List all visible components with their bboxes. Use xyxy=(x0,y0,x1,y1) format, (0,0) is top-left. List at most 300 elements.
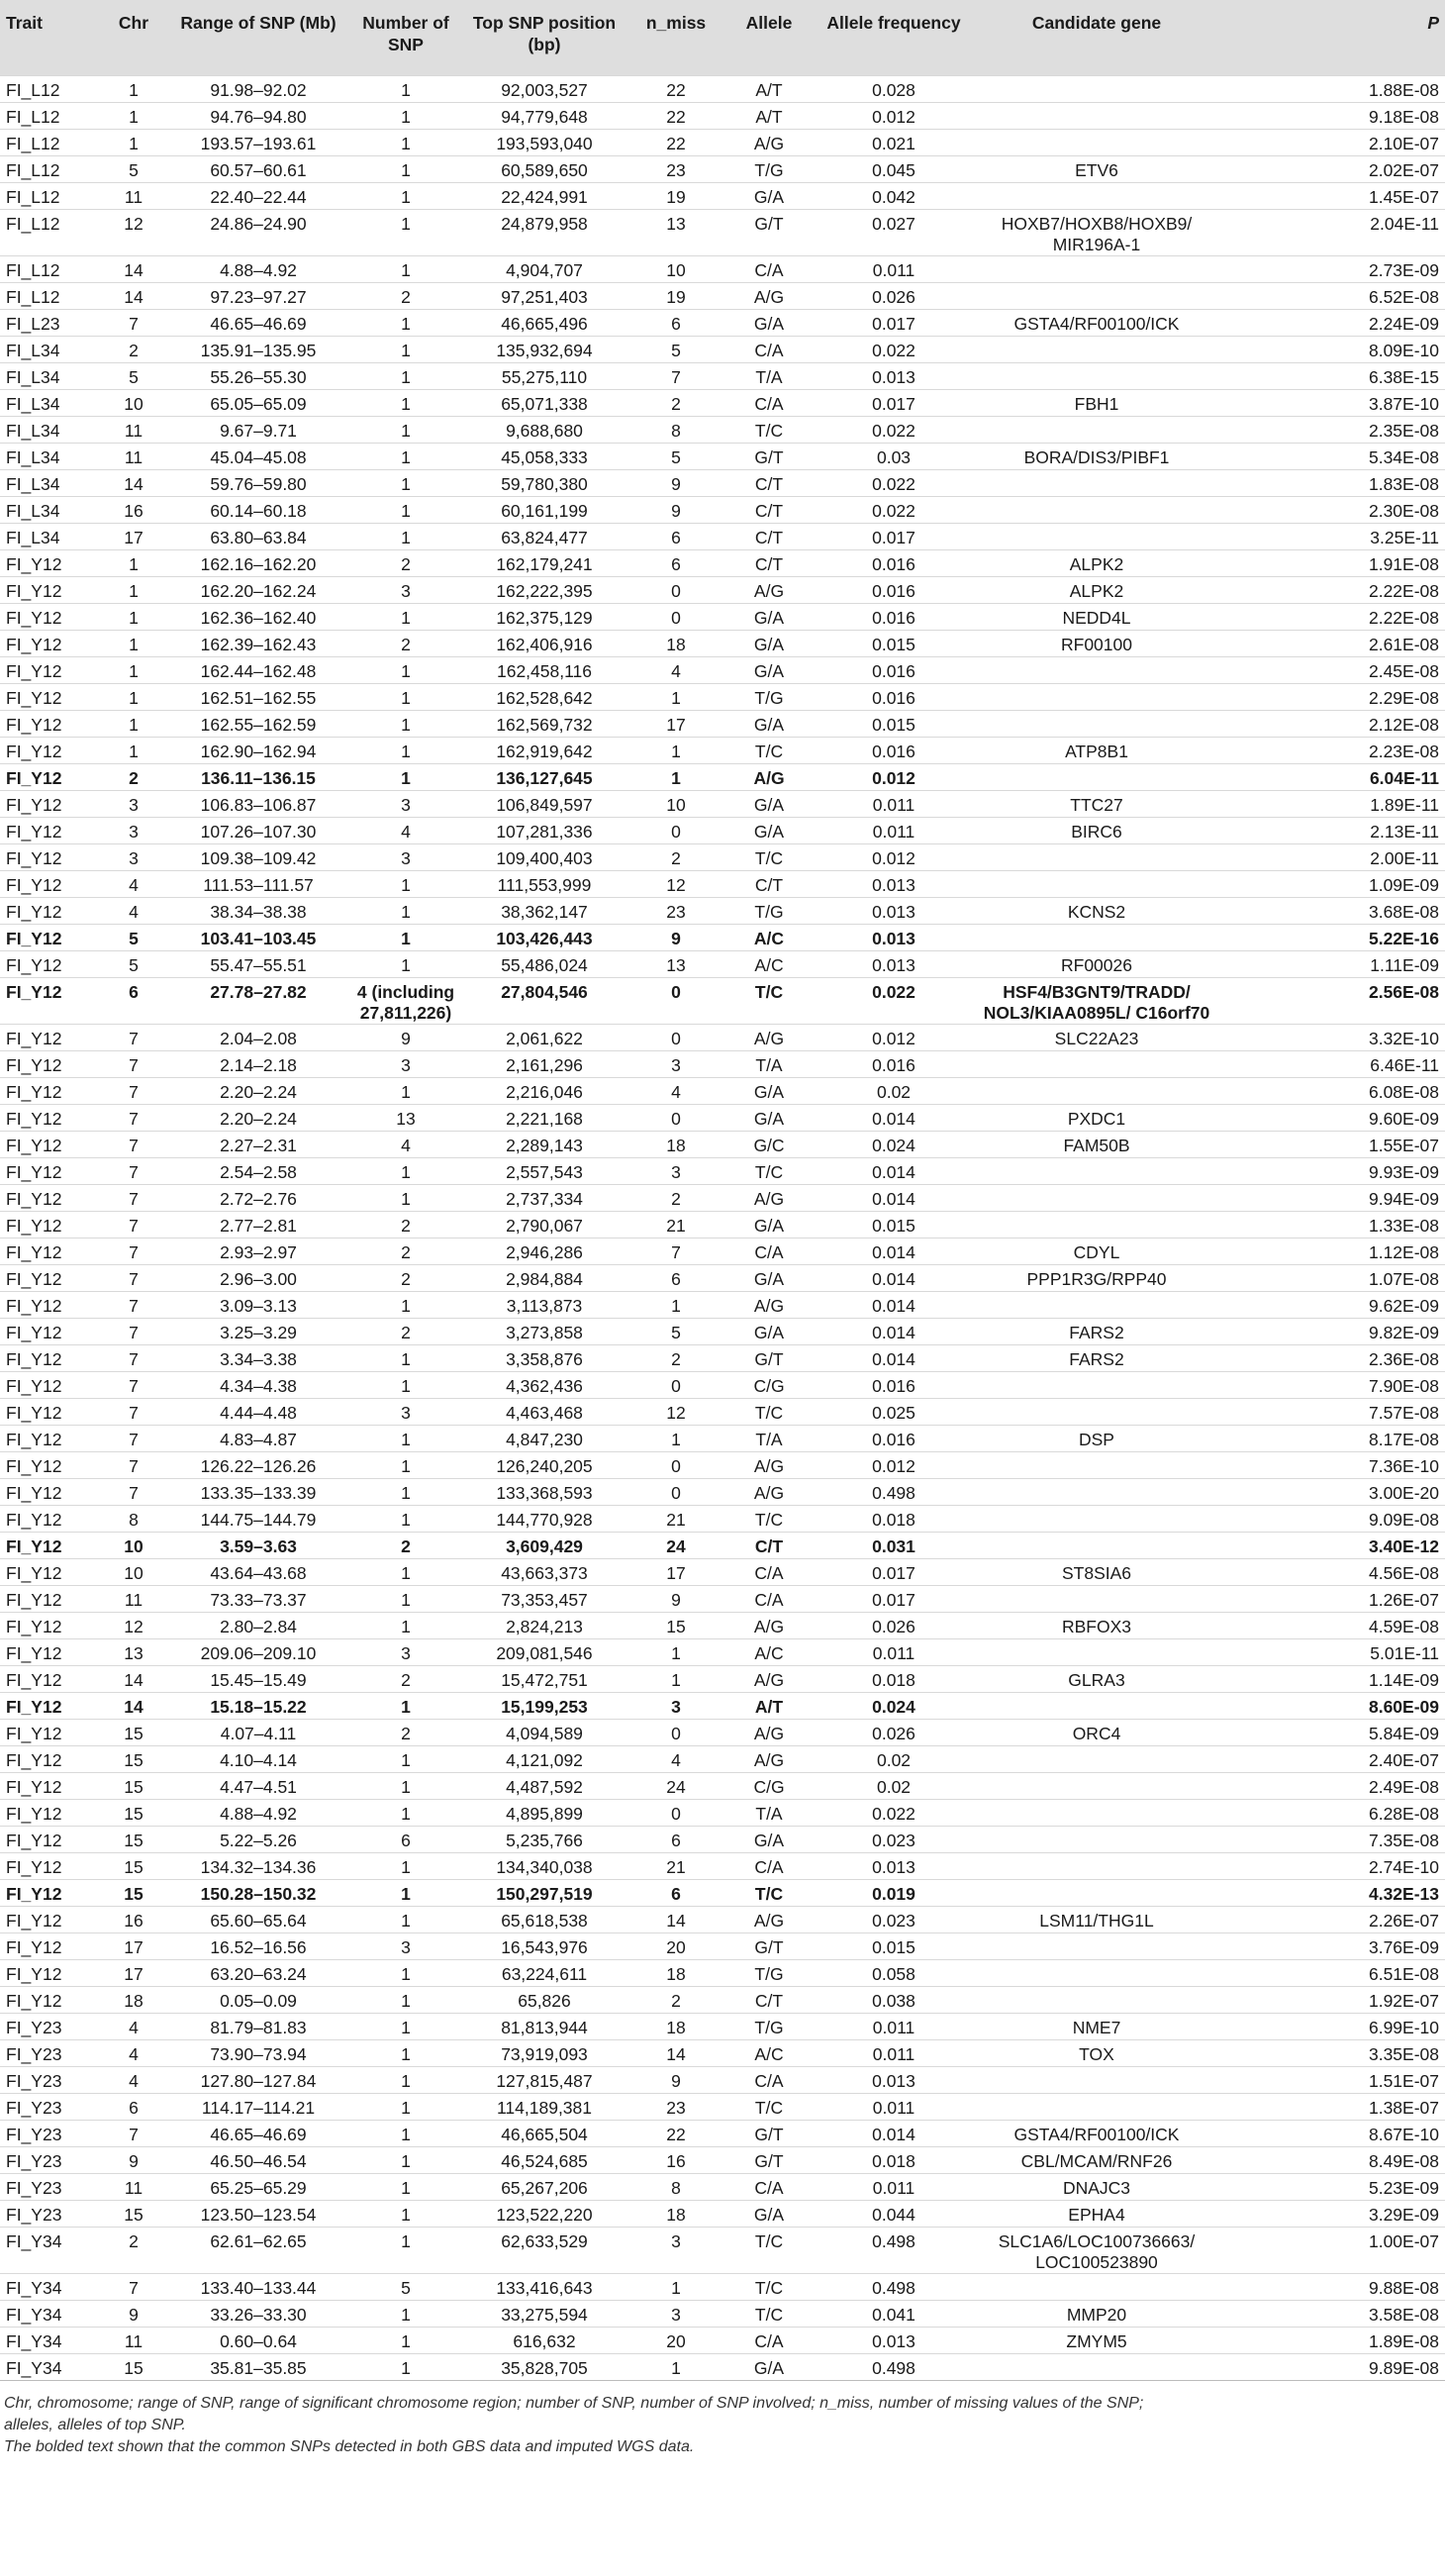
cell-top-snp-position: 16,543,976 xyxy=(459,1932,629,1959)
cell-number-of-snp: 3 xyxy=(352,790,459,817)
col-header-n-miss: n_miss xyxy=(645,13,707,33)
table-row xyxy=(0,790,1445,817)
cell-range: 162.90–162.94 xyxy=(164,737,352,763)
cell-top-snp-position: 3,358,876 xyxy=(459,1344,629,1371)
cell-range: 2.27–2.31 xyxy=(164,1131,352,1157)
cell-n-miss: 2 xyxy=(629,1344,722,1371)
cell-chr: 9 xyxy=(103,2300,164,2327)
cell-allele-frequency: 0.015 xyxy=(816,630,972,656)
cell-range: 16.52–16.56 xyxy=(164,1932,352,1959)
cell-p: 9.89E-08 xyxy=(1221,2353,1445,2380)
cell-chr: 15 xyxy=(103,1745,164,1772)
cell-chr: 1 xyxy=(103,710,164,737)
cell-allele-frequency: 0.014 xyxy=(816,1238,972,1264)
cell-range: 38.34–38.38 xyxy=(164,897,352,924)
cell-p: 8.49E-08 xyxy=(1221,2146,1445,2173)
cell-number-of-snp: 1 xyxy=(352,1505,459,1532)
cell-chr: 7 xyxy=(103,1050,164,1077)
cell-n-miss: 1 xyxy=(629,1425,722,1451)
cell-range: 162.44–162.48 xyxy=(164,656,352,683)
table-row xyxy=(0,2173,1445,2200)
cell-number-of-snp: 1 xyxy=(352,1612,459,1638)
cell-allele-frequency: 0.014 xyxy=(816,1184,972,1211)
cell-allele-frequency: 0.025 xyxy=(816,1398,972,1425)
cell-chr: 11 xyxy=(103,2173,164,2200)
cell-trait: FI_Y12 xyxy=(0,1638,103,1665)
cell-chr: 14 xyxy=(103,1692,164,1719)
cell-trait: FI_Y23 xyxy=(0,2013,103,2039)
cell-p: 3.68E-08 xyxy=(1221,897,1445,924)
cell-allele-frequency: 0.024 xyxy=(816,1131,972,1157)
cell-candidate-gene xyxy=(972,2093,1221,2120)
cell-allele-frequency: 0.016 xyxy=(816,1371,972,1398)
cell-top-snp-position: 162,406,916 xyxy=(459,630,629,656)
cell-allele-frequency: 0.03 xyxy=(816,443,972,469)
cell-p: 6.28E-08 xyxy=(1221,1799,1445,1826)
cell-trait: FI_Y23 xyxy=(0,2120,103,2146)
cell-allele-frequency: 0.017 xyxy=(816,1585,972,1612)
cell-trait: FI_Y12 xyxy=(0,1826,103,1852)
cell-chr: 1 xyxy=(103,129,164,155)
cell-range: 35.81–35.85 xyxy=(164,2353,352,2380)
cell-allele: G/C xyxy=(722,1131,816,1157)
cell-p: 9.93E-09 xyxy=(1221,1157,1445,1184)
cell-number-of-snp: 2 xyxy=(352,1211,459,1238)
cell-p: 3.32E-10 xyxy=(1221,1024,1445,1050)
cell-candidate-gene xyxy=(972,1852,1221,1879)
cell-trait: FI_Y12 xyxy=(0,1532,103,1558)
cell-allele-frequency: 0.026 xyxy=(816,1612,972,1638)
cell-top-snp-position: 35,828,705 xyxy=(459,2353,629,2380)
cell-top-snp-position: 81,813,944 xyxy=(459,2013,629,2039)
cell-allele: G/A xyxy=(722,1104,816,1131)
cell-number-of-snp: 5 xyxy=(352,2273,459,2300)
cell-trait: FI_L12 xyxy=(0,255,103,282)
cell-range: 63.80–63.84 xyxy=(164,523,352,549)
cell-p: 1.00E-07 xyxy=(1221,2227,1445,2273)
cell-range: 94.76–94.80 xyxy=(164,102,352,129)
cell-trait: FI_Y12 xyxy=(0,924,103,950)
cell-chr: 7 xyxy=(103,2120,164,2146)
cell-chr: 14 xyxy=(103,469,164,496)
cell-n-miss: 10 xyxy=(629,790,722,817)
cell-top-snp-position: 46,524,685 xyxy=(459,2146,629,2173)
cell-range: 107.26–107.30 xyxy=(164,817,352,843)
cell-range: 65.05–65.09 xyxy=(164,389,352,416)
cell-p: 5.34E-08 xyxy=(1221,443,1445,469)
cell-allele-frequency: 0.015 xyxy=(816,1211,972,1238)
cell-p: 2.12E-08 xyxy=(1221,710,1445,737)
cell-allele-frequency: 0.022 xyxy=(816,336,972,362)
cell-allele: A/C xyxy=(722,2039,816,2066)
cell-top-snp-position: 2,289,143 xyxy=(459,1131,629,1157)
cell-range: 60.14–60.18 xyxy=(164,496,352,523)
cell-allele-frequency: 0.011 xyxy=(816,2173,972,2200)
cell-range: 2.72–2.76 xyxy=(164,1184,352,1211)
cell-allele-frequency: 0.014 xyxy=(816,1264,972,1291)
cell-top-snp-position: 134,340,038 xyxy=(459,1852,629,1879)
cell-allele-frequency: 0.028 xyxy=(816,75,972,102)
cell-trait: FI_Y12 xyxy=(0,683,103,710)
cell-allele: G/A xyxy=(722,1826,816,1852)
cell-p: 3.40E-12 xyxy=(1221,1532,1445,1558)
cell-allele: C/A xyxy=(722,1558,816,1585)
cell-range: 55.47–55.51 xyxy=(164,950,352,977)
cell-allele: C/A xyxy=(722,336,816,362)
cell-allele: A/G xyxy=(722,576,816,603)
table-row xyxy=(0,282,1445,309)
cell-top-snp-position: 63,824,477 xyxy=(459,523,629,549)
cell-p: 2.02E-07 xyxy=(1221,155,1445,182)
cell-range: 3.09–3.13 xyxy=(164,1291,352,1318)
cell-allele: G/T xyxy=(722,209,816,255)
cell-candidate-gene xyxy=(972,1986,1221,2013)
cell-p: 2.36E-08 xyxy=(1221,1344,1445,1371)
cell-top-snp-position: 55,486,024 xyxy=(459,950,629,977)
cell-n-miss: 15 xyxy=(629,1612,722,1638)
cell-top-snp-position: 114,189,381 xyxy=(459,2093,629,2120)
cell-candidate-gene: BORA/DIS3/PIBF1 xyxy=(972,443,1221,469)
cell-number-of-snp: 1 xyxy=(352,1344,459,1371)
cell-trait: FI_Y23 xyxy=(0,2039,103,2066)
cell-p: 8.67E-10 xyxy=(1221,2120,1445,2146)
cell-p: 6.51E-08 xyxy=(1221,1959,1445,1986)
col-header-range: Range of SNP (Mb) xyxy=(180,13,337,33)
cell-trait: FI_Y12 xyxy=(0,1612,103,1638)
cell-number-of-snp: 1 xyxy=(352,2093,459,2120)
cell-allele-frequency: 0.026 xyxy=(816,1719,972,1745)
table-row xyxy=(0,209,1445,255)
cell-allele: G/A xyxy=(722,1264,816,1291)
cell-top-snp-position: 65,071,338 xyxy=(459,389,629,416)
cell-top-snp-position: 94,779,648 xyxy=(459,102,629,129)
cell-p: 3.00E-20 xyxy=(1221,1478,1445,1505)
cell-top-snp-position: 4,904,707 xyxy=(459,255,629,282)
table-row xyxy=(0,1745,1445,1772)
cell-chr: 7 xyxy=(103,1024,164,1050)
cell-top-snp-position: 193,593,040 xyxy=(459,129,629,155)
cell-n-miss: 6 xyxy=(629,549,722,576)
cell-range: 162.39–162.43 xyxy=(164,630,352,656)
cell-chr: 7 xyxy=(103,1131,164,1157)
cell-p: 8.09E-10 xyxy=(1221,336,1445,362)
table-row xyxy=(0,1932,1445,1959)
cell-allele-frequency: 0.042 xyxy=(816,182,972,209)
cell-p: 2.22E-08 xyxy=(1221,603,1445,630)
cell-n-miss: 14 xyxy=(629,2039,722,2066)
cell-chr: 7 xyxy=(103,1478,164,1505)
cell-chr: 4 xyxy=(103,870,164,897)
table-body xyxy=(0,75,1445,2380)
cell-number-of-snp: 1 xyxy=(352,1906,459,1932)
cell-n-miss: 3 xyxy=(629,2227,722,2273)
cell-allele-frequency: 0.014 xyxy=(816,1344,972,1371)
cell-number-of-snp: 1 xyxy=(352,523,459,549)
cell-chr: 7 xyxy=(103,1077,164,1104)
cell-range: 2.20–2.24 xyxy=(164,1104,352,1131)
cell-candidate-gene: TOX xyxy=(972,2039,1221,2066)
cell-trait: FI_Y12 xyxy=(0,977,103,1024)
cell-candidate-gene xyxy=(972,1799,1221,1826)
cell-p: 2.56E-08 xyxy=(1221,977,1445,1024)
cell-number-of-snp: 1 xyxy=(352,496,459,523)
footnote-line-3: The bolded text shown that the common SNPs detected in both GBS data and imputed WGS data. xyxy=(4,2438,695,2455)
cell-candidate-gene xyxy=(972,1959,1221,1986)
cell-trait: FI_Y12 xyxy=(0,1318,103,1344)
cell-trait: FI_Y12 xyxy=(0,1024,103,1050)
cell-n-miss: 18 xyxy=(629,2200,722,2227)
cell-chr: 7 xyxy=(103,1318,164,1344)
cell-chr: 2 xyxy=(103,763,164,790)
cell-n-miss: 24 xyxy=(629,1772,722,1799)
cell-allele: T/A xyxy=(722,1799,816,1826)
table-row xyxy=(0,1772,1445,1799)
cell-chr: 14 xyxy=(103,255,164,282)
cell-number-of-snp: 1 xyxy=(352,950,459,977)
col-header-chr: Chr xyxy=(118,13,149,33)
table-row xyxy=(0,1852,1445,1879)
table-row xyxy=(0,1612,1445,1638)
cell-n-miss: 23 xyxy=(629,155,722,182)
table-row xyxy=(0,2146,1445,2173)
cell-number-of-snp: 1 xyxy=(352,1772,459,1799)
cell-number-of-snp: 1 xyxy=(352,1986,459,2013)
cell-allele: T/C xyxy=(722,2273,816,2300)
cell-range: 144.75–144.79 xyxy=(164,1505,352,1532)
cell-number-of-snp: 2 xyxy=(352,1719,459,1745)
cell-candidate-gene xyxy=(972,1532,1221,1558)
cell-p: 9.18E-08 xyxy=(1221,102,1445,129)
cell-allele: T/G xyxy=(722,2013,816,2039)
cell-trait: FI_L12 xyxy=(0,75,103,102)
cell-n-miss: 16 xyxy=(629,2146,722,2173)
cell-candidate-gene: HSF4/B3GNT9/TRADD/ NOL3/KIAA0895L/ C16orf70 xyxy=(972,977,1221,1024)
cell-allele: A/G xyxy=(722,1665,816,1692)
cell-candidate-gene: SLC22A23 xyxy=(972,1024,1221,1050)
cell-allele: A/T xyxy=(722,102,816,129)
cell-range: 3.25–3.29 xyxy=(164,1318,352,1344)
cell-range: 2.80–2.84 xyxy=(164,1612,352,1638)
table-row xyxy=(0,2013,1445,2039)
cell-trait: FI_Y34 xyxy=(0,2327,103,2353)
cell-top-snp-position: 97,251,403 xyxy=(459,282,629,309)
table-row xyxy=(0,1104,1445,1131)
table-row xyxy=(0,576,1445,603)
table-row xyxy=(0,737,1445,763)
table-row xyxy=(0,1398,1445,1425)
cell-n-miss: 13 xyxy=(629,950,722,977)
table-row xyxy=(0,1719,1445,1745)
cell-n-miss: 18 xyxy=(629,2013,722,2039)
cell-trait: FI_Y12 xyxy=(0,870,103,897)
cell-chr: 1 xyxy=(103,737,164,763)
cell-allele-frequency: 0.013 xyxy=(816,924,972,950)
cell-chr: 11 xyxy=(103,2327,164,2353)
table-header-row xyxy=(0,0,1445,75)
cell-range: 22.40–22.44 xyxy=(164,182,352,209)
cell-range: 136.11–136.15 xyxy=(164,763,352,790)
cell-allele: A/G xyxy=(722,129,816,155)
cell-chr: 16 xyxy=(103,1906,164,1932)
cell-number-of-snp: 4 xyxy=(352,817,459,843)
cell-n-miss: 14 xyxy=(629,1906,722,1932)
cell-range: 4.07–4.11 xyxy=(164,1719,352,1745)
cell-p: 2.73E-09 xyxy=(1221,255,1445,282)
cell-allele-frequency: 0.012 xyxy=(816,1024,972,1050)
cell-allele-frequency: 0.022 xyxy=(816,496,972,523)
cell-range: 2.93–2.97 xyxy=(164,1238,352,1264)
table-row xyxy=(0,1879,1445,1906)
cell-range: 4.10–4.14 xyxy=(164,1745,352,1772)
cell-p: 1.45E-07 xyxy=(1221,182,1445,209)
cell-allele-frequency: 0.015 xyxy=(816,710,972,737)
cell-candidate-gene xyxy=(972,2353,1221,2380)
cell-trait: FI_Y12 xyxy=(0,1585,103,1612)
table-row xyxy=(0,2120,1445,2146)
cell-chr: 7 xyxy=(103,1264,164,1291)
cell-range: 81.79–81.83 xyxy=(164,2013,352,2039)
cell-allele-frequency: 0.015 xyxy=(816,1932,972,1959)
cell-candidate-gene xyxy=(972,102,1221,129)
cell-trait: FI_Y12 xyxy=(0,1238,103,1264)
cell-range: 65.60–65.64 xyxy=(164,1906,352,1932)
cell-chr: 1 xyxy=(103,549,164,576)
cell-n-miss: 2 xyxy=(629,1986,722,2013)
cell-top-snp-position: 4,362,436 xyxy=(459,1371,629,1398)
cell-allele-frequency: 0.024 xyxy=(816,1692,972,1719)
cell-allele-frequency: 0.011 xyxy=(816,255,972,282)
cell-n-miss: 1 xyxy=(629,2273,722,2300)
cell-number-of-snp: 1 xyxy=(352,2300,459,2327)
cell-trait: FI_Y12 xyxy=(0,1558,103,1585)
cell-number-of-snp: 1 xyxy=(352,737,459,763)
cell-n-miss: 17 xyxy=(629,1558,722,1585)
cell-chr: 4 xyxy=(103,2066,164,2093)
cell-top-snp-position: 65,267,206 xyxy=(459,2173,629,2200)
cell-top-snp-position: 2,737,334 xyxy=(459,1184,629,1211)
cell-top-snp-position: 103,426,443 xyxy=(459,924,629,950)
cell-top-snp-position: 45,058,333 xyxy=(459,443,629,469)
cell-number-of-snp: 1 xyxy=(352,1451,459,1478)
cell-n-miss: 20 xyxy=(629,2327,722,2353)
cell-number-of-snp: 4 xyxy=(352,1131,459,1157)
table-row xyxy=(0,817,1445,843)
table-row xyxy=(0,1799,1445,1826)
cell-n-miss: 6 xyxy=(629,1879,722,1906)
cell-chr: 15 xyxy=(103,1772,164,1799)
cell-candidate-gene: CDYL xyxy=(972,1238,1221,1264)
cell-allele: C/A xyxy=(722,2327,816,2353)
cell-n-miss: 9 xyxy=(629,496,722,523)
cell-trait: FI_Y12 xyxy=(0,1371,103,1398)
cell-number-of-snp: 1 xyxy=(352,1371,459,1398)
cell-trait: FI_Y12 xyxy=(0,790,103,817)
cell-allele: T/C xyxy=(722,2300,816,2327)
cell-allele-frequency: 0.045 xyxy=(816,155,972,182)
cell-number-of-snp: 2 xyxy=(352,1238,459,1264)
cell-allele: A/C xyxy=(722,1638,816,1665)
cell-allele: G/A xyxy=(722,309,816,336)
cell-range: 162.20–162.24 xyxy=(164,576,352,603)
cell-candidate-gene: RF00100 xyxy=(972,630,1221,656)
cell-n-miss: 4 xyxy=(629,1745,722,1772)
cell-allele-frequency: 0.016 xyxy=(816,737,972,763)
cell-number-of-snp: 1 xyxy=(352,309,459,336)
cell-p: 3.29E-09 xyxy=(1221,2200,1445,2227)
cell-chr: 5 xyxy=(103,924,164,950)
cell-top-snp-position: 136,127,645 xyxy=(459,763,629,790)
table-row xyxy=(0,469,1445,496)
cell-candidate-gene: ALPK2 xyxy=(972,576,1221,603)
cell-n-miss: 0 xyxy=(629,576,722,603)
cell-p: 5.22E-16 xyxy=(1221,924,1445,950)
cell-chr: 7 xyxy=(103,1398,164,1425)
cell-number-of-snp: 1 xyxy=(352,1745,459,1772)
cell-allele: A/G xyxy=(722,1745,816,1772)
cell-allele: A/G xyxy=(722,1906,816,1932)
cell-allele: C/T xyxy=(722,549,816,576)
cell-n-miss: 17 xyxy=(629,710,722,737)
cell-allele: C/T xyxy=(722,1532,816,1558)
cell-top-snp-position: 133,416,643 xyxy=(459,2273,629,2300)
table-row xyxy=(0,1451,1445,1478)
cell-allele-frequency: 0.012 xyxy=(816,1451,972,1478)
cell-p: 1.83E-08 xyxy=(1221,469,1445,496)
cell-top-snp-position: 92,003,527 xyxy=(459,75,629,102)
cell-allele: T/C xyxy=(722,1157,816,1184)
cell-p: 5.23E-09 xyxy=(1221,2173,1445,2200)
cell-range: 2.20–2.24 xyxy=(164,1077,352,1104)
cell-range: 4.88–4.92 xyxy=(164,255,352,282)
cell-range: 193.57–193.61 xyxy=(164,129,352,155)
cell-allele: C/A xyxy=(722,255,816,282)
cell-allele: T/C xyxy=(722,1398,816,1425)
cell-n-miss: 1 xyxy=(629,1665,722,1692)
cell-trait: FI_Y34 xyxy=(0,2353,103,2380)
cell-candidate-gene: ORC4 xyxy=(972,1719,1221,1745)
cell-top-snp-position: 126,240,205 xyxy=(459,1451,629,1478)
cell-n-miss: 3 xyxy=(629,1157,722,1184)
cell-top-snp-position: 2,216,046 xyxy=(459,1077,629,1104)
cell-allele-frequency: 0.011 xyxy=(816,790,972,817)
cell-n-miss: 9 xyxy=(629,469,722,496)
cell-p: 4.59E-08 xyxy=(1221,1612,1445,1638)
table-row xyxy=(0,1184,1445,1211)
cell-n-miss: 22 xyxy=(629,129,722,155)
cell-trait: FI_Y12 xyxy=(0,1344,103,1371)
cell-trait: FI_Y12 xyxy=(0,1050,103,1077)
cell-number-of-snp: 3 xyxy=(352,1050,459,1077)
cell-chr: 7 xyxy=(103,1425,164,1451)
cell-n-miss: 1 xyxy=(629,763,722,790)
cell-allele-frequency: 0.023 xyxy=(816,1906,972,1932)
cell-n-miss: 3 xyxy=(629,1692,722,1719)
cell-allele-frequency: 0.011 xyxy=(816,1638,972,1665)
cell-trait: FI_Y23 xyxy=(0,2146,103,2173)
cell-trait: FI_Y12 xyxy=(0,737,103,763)
cell-chr: 17 xyxy=(103,523,164,549)
cell-top-snp-position: 109,400,403 xyxy=(459,843,629,870)
cell-candidate-gene xyxy=(972,2273,1221,2300)
cell-trait: FI_Y12 xyxy=(0,1772,103,1799)
cell-p: 9.60E-09 xyxy=(1221,1104,1445,1131)
cell-trait: FI_Y12 xyxy=(0,1077,103,1104)
cell-trait: FI_L34 xyxy=(0,469,103,496)
cell-allele-frequency: 0.498 xyxy=(816,2353,972,2380)
cell-p: 2.10E-07 xyxy=(1221,129,1445,155)
cell-n-miss: 19 xyxy=(629,182,722,209)
cell-allele: C/A xyxy=(722,1852,816,1879)
